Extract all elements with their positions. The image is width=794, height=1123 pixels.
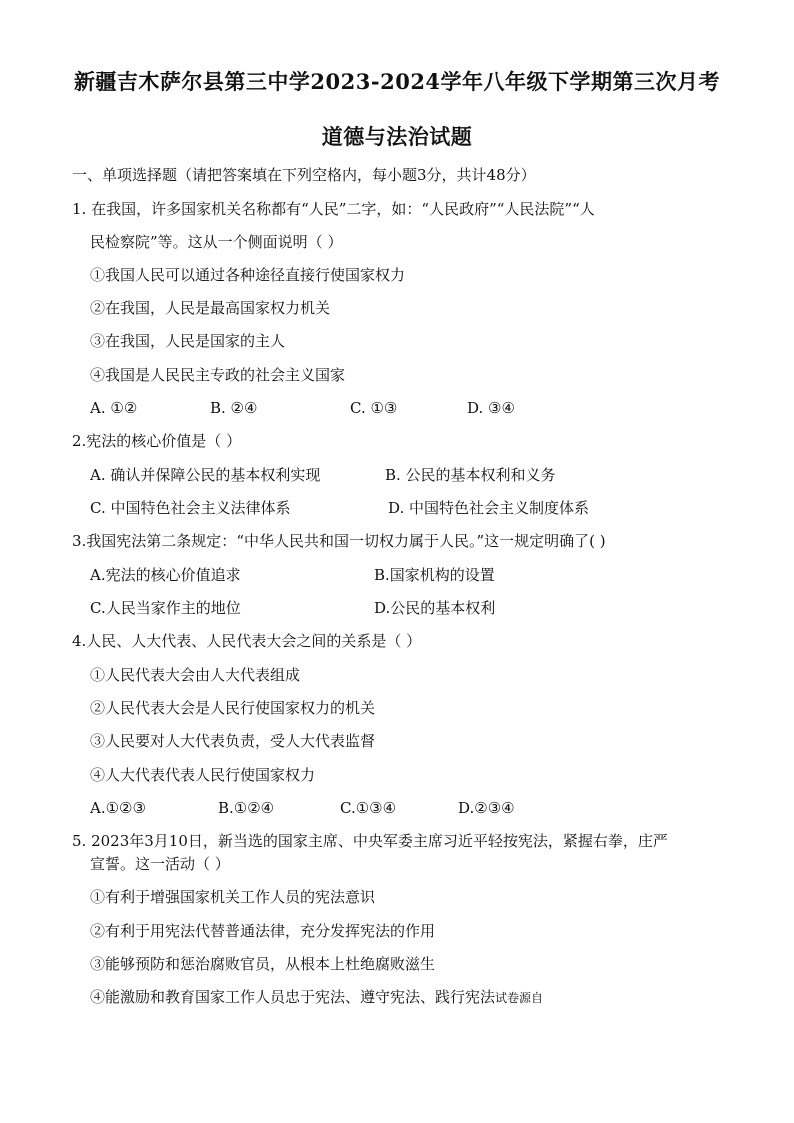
question-4-option-a: A.①②③ xyxy=(90,799,146,817)
question-5-statement-1: ①有利于增强国家机关工作人员的宪法意识 xyxy=(90,888,376,906)
question-4-statement-3: ③人民要对人大代表负责，受人大代表监督 xyxy=(90,732,376,750)
question-2-option-a: A. 确认并保障公民的基本权利实现 xyxy=(90,466,321,484)
source-watermark: 试卷源自 xyxy=(495,991,544,1005)
exam-title-line1: 新疆吉木萨尔县第三中学2023-2024学年八年级下学期第三次月考 xyxy=(73,69,721,94)
question-1-statement-3: ③在我国，人民是国家的主人 xyxy=(90,332,286,350)
question-4-statement-1: ①人民代表大会由人大代表组成 xyxy=(90,666,301,684)
question-1-option-a: A. ①② xyxy=(90,399,138,417)
question-5-statement-4-row xyxy=(90,987,543,1008)
question-1-stem-line1: 1. 在我国，许多国家机关名称都有“人民”二字，如：“人民政府”“人民法院”“人 xyxy=(72,200,595,218)
question-1-option-d: D. ③④ xyxy=(467,399,515,417)
question-4-statement-2: ②人民代表大会是人民行使国家权力的机关 xyxy=(90,699,376,717)
question-1-statement-2: ②在我国，人民是最高国家权力机关 xyxy=(90,299,331,317)
question-3-option-b: B.国家机构的设置 xyxy=(374,566,495,584)
question-1-statement-4: ④我国是人民民主专政的社会主义国家 xyxy=(90,366,346,384)
question-4-option-c: C.①③④ xyxy=(340,799,397,817)
question-1-stem-line2: 民检察院”等。这从一个侧面说明（ ） xyxy=(90,233,343,251)
question-4-stem: 4.人民、人大代表、人民代表大会之间的关系是（ ） xyxy=(72,632,422,650)
question-2-option-d: D. 中国特色社会主义制度体系 xyxy=(388,499,590,517)
question-4-option-d: D.②③④ xyxy=(458,799,515,817)
question-5-statement-2: ②有利于用宪法代替普通法律，充分发挥宪法的作用 xyxy=(90,922,436,940)
question-1-option-c: C. ①③ xyxy=(350,399,398,417)
question-5-statement-3: ③能够预防和惩治腐败官员，从根本上杜绝腐败滋生 xyxy=(90,955,436,973)
question-3-option-c: C.人民当家作主的地位 xyxy=(90,599,241,617)
question-2-stem: 2.宪法的核心价值是（ ） xyxy=(72,432,242,450)
question-3-option-a: A.宪法的核心价值追求 xyxy=(90,566,241,584)
exam-title-line2: 道德与法治试题 xyxy=(321,124,473,149)
question-4-statement-4: ④人大代表代表人民行使国家权力 xyxy=(90,766,316,784)
question-1-option-b: B. ②④ xyxy=(210,399,258,417)
question-5-stem-line2: 宣誓。这一活动（ ） xyxy=(90,855,230,873)
section-heading: 一、单项选择题（请把答案填在下列空格内，每小题3分，共计48分） xyxy=(72,166,536,184)
question-2-option-c: C. 中国特色社会主义法律体系 xyxy=(90,499,291,517)
question-3-stem: 3.我国宪法第二条规定：“中华人民共和国一切权力属于人民。”这一规定明确了( ) xyxy=(72,532,606,550)
question-3-option-d: D.公民的基本权利 xyxy=(374,599,496,617)
question-1-statement-1: ①我国人民可以通过各种途径直接行使国家权力 xyxy=(90,266,406,284)
question-5-statement-4: ④能激励和教育国家工作人员忠于宪法、遵守宪法、践行宪法 xyxy=(90,988,496,1006)
question-4-option-b: B.①②④ xyxy=(218,799,275,817)
question-2-option-b: B. 公民的基本权利和义务 xyxy=(385,466,556,484)
question-5-stem-line1: 5. 2023年3月10日，新当选的国家主席、中央军委主席习近平轻按宪法，紧握右拳，庄严 xyxy=(72,832,668,850)
